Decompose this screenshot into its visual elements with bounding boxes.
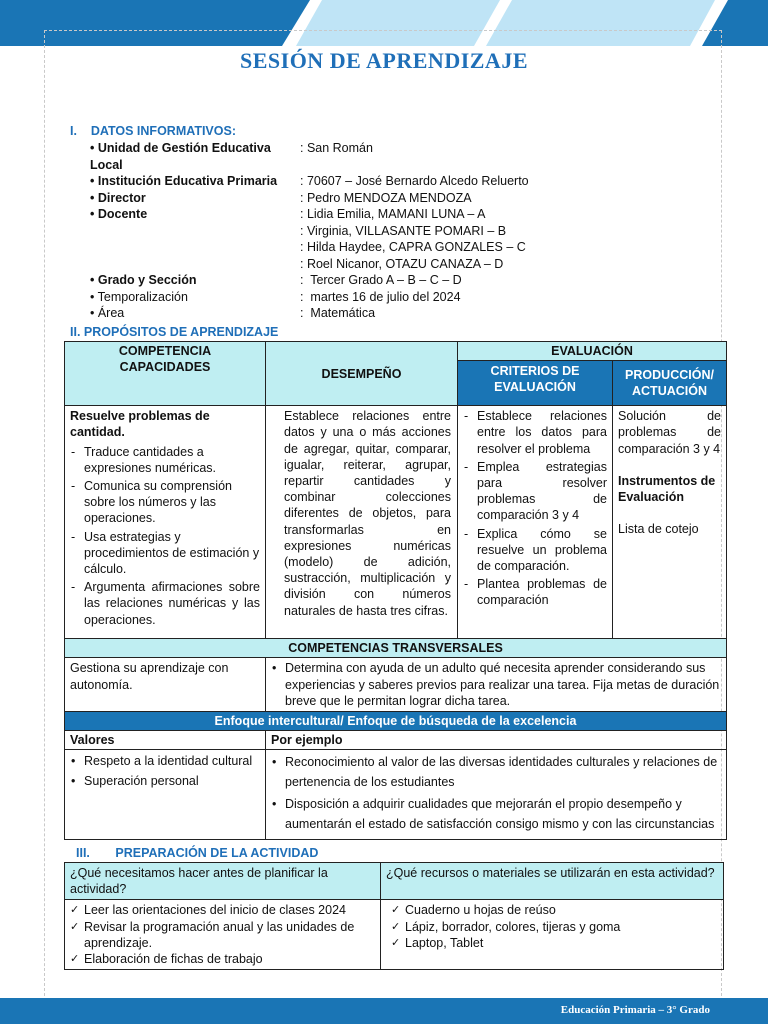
answers-2-list [391,902,718,951]
ejemplo-item: • Reconocimiento al valor de las diversas identidades culturales y relaciones de pertenencia de los estudiantes [271,753,721,792]
evaluacion-header: EVALUACIÓN [458,342,727,361]
valores-cell [65,750,266,840]
info-value: : Virginia, VILLASANTE POMARI – B [300,223,507,238]
answer-item: ✓ Revisar la programación anual y las unidades de aprendizaje. [70,919,375,951]
info-value: : 70607 – José Bernardo Alcedo Reluerto [300,174,529,188]
info-label [90,239,300,256]
info-row [90,140,650,173]
ejemplos-cell [266,750,727,840]
capacidades-label: CAPACIDADES [119,360,211,375]
capacidad-item: - Traduce cantidades a expresiones numéricas. [70,444,260,476]
transversal-desc-cell [266,658,727,712]
section-1-number: I. [70,124,77,138]
answer-item: ✓ Laptop, Tablet [391,935,718,951]
info-label: • Unidad de Gestión Educativa Local [90,141,271,172]
instrumentos-title: Instrumentos de Evaluación [618,473,716,505]
info-label [90,256,300,273]
capacidad-item: - Usa estrategias y procedimientos de estimación y cálculo. [70,529,260,578]
answers-1-cell [65,900,381,970]
transversal-list [271,660,721,709]
answers-2-cell [381,900,724,970]
criterio-item: - Plantea problemas de comparación [463,576,607,608]
transversal-competencia: Gestiona su aprendizaje con autonomía. [65,658,266,712]
footer-bar [0,998,768,1024]
info-row [90,206,650,223]
section-3-number: III. [76,846,90,860]
info-label: • Área [90,306,125,320]
info-row [90,190,650,207]
produccion-header: PRODUCCIÓN/ ACTUACIÓN [613,361,727,406]
criterio-item: - Explica cómo se resuelve un problema de comparación. [463,526,607,575]
competencia-label: COMPETENCIA [118,344,212,358]
info-value: : Lidia Emilia, MAMANI LUNA – A [300,207,486,221]
info-value: : Matemática [300,306,376,320]
capacidad-item: - Argumenta afirmaciones sobre las relaciones numéricas y las operaciones. [70,579,260,628]
criterios-list [463,408,607,608]
criterio-item: - Establece relaciones entre los datos para resolver el problema [463,408,607,457]
info-label: • Temporalización [90,289,188,304]
info-list [90,140,650,322]
info-value: : Pedro MENDOZA MENDOZA [300,190,472,205]
info-value: : Hilda Haydee, CAPRA GONZALES – C [300,240,526,254]
enfoque-header: Enfoque intercultural/ Enfoque de búsqueda de la excelencia [65,712,727,731]
valores-list [70,753,260,788]
criterios-cell [458,406,613,639]
valor-item: • Respeto a la identidad cultural [70,753,260,769]
criterios-header: CRITERIOS DE EVALUACIÓN [458,361,613,406]
info-row [90,289,650,306]
section-1-title: DATOS INFORMATIVOS: [90,124,236,138]
info-value: : Roel Nicanor, OTAZU CANAZA – D [300,256,504,271]
answer-item: ✓ Leer las orientaciones del inicio de clases 2024 [70,902,375,918]
purposes-table [64,341,727,840]
info-value: : Tercer Grado A – B – C – D [300,273,462,287]
info-label: • Director [90,190,146,205]
info-row [90,256,650,273]
preparation-table [64,862,724,970]
answer-item: ✓ Cuaderno u hojas de reúso [391,902,718,918]
info-label: • Grado y Sección [90,273,197,287]
info-row [90,223,650,240]
valor-item: • Superación personal [70,773,260,789]
ejemplo-header: Por ejemplo [266,731,727,750]
desempeno-cell: Establece relaciones entre datos y una o más acciones de agregar, quitar, comparar, igualar, reiterar, agrupar, repartir cantidades y combinar colecciones diferentes de objetos, para transformarlas en expresiones numéricas (modelo) de adición, sustracción, multiplicación y división con números naturales de hasta tres cifras. [266,406,458,639]
question-2: ¿Qué recursos o materiales se utilizarán en esta actividad? [381,863,724,900]
produccion-text: Solución de problemas de comparación 3 y 4 [618,409,721,456]
criterio-item: - Emplea estrategias para resolver problemas de comparación 3 y 4 [463,459,607,524]
answers-1-list [70,902,375,967]
instrumento-text: Lista de cotejo [618,522,699,537]
section-3-heading [76,846,318,860]
info-row [90,239,650,256]
info-value: : martes 16 de julio del 2024 [300,289,461,304]
info-row [90,305,650,322]
info-label: • Docente [90,207,148,221]
transversal-item: • Determina con ayuda de un adulto qué necesita aprender considerando sus experiencias y saberes previos para realizar una tarea. Fija metas de duración breve que le permitan lograr dicha tarea. [271,660,721,709]
competencia-text: Resuelve problemas de cantidad. [70,409,210,440]
info-row [90,272,650,289]
info-value: : San Román [300,141,373,155]
answer-item: ✓ Elaboración de fichas de trabajo [70,951,375,967]
capacidades-list [70,444,260,628]
capacidad-item: - Comunica su comprensión sobre los números y las operaciones. [70,478,260,527]
competencia-header [65,342,266,406]
ejemplo-item: • Disposición a adquirir cualidades que mejorarán el propio desempeño y aumentarán el estado de satisfacción consigo mismo y con las circunstancias [271,795,721,834]
section-1-heading [70,124,236,138]
info-label [90,223,300,240]
ejemplos-list [271,753,721,834]
answer-item: ✓ Lápiz, borrador, colores, tijeras y goma [391,919,718,935]
section-2-heading: II. PROPÓSITOS DE APRENDIZAJE [70,325,279,339]
info-row [90,173,650,190]
competencia-cell [65,406,266,639]
footer-text: Educación Primaria – 3° Grado [560,1004,710,1016]
info-label: • Institución Educativa Primaria [90,174,278,188]
transversales-header: COMPETENCIAS TRANSVERSALES [65,639,727,658]
page-title: SESIÓN DE APRENDIZAJE [239,48,528,73]
question-1: ¿Qué necesitamos hacer antes de planificar la actividad? [65,863,381,900]
desempeno-header: DESEMPEÑO [266,342,458,406]
section-3-title: PREPARACIÓN DE LA ACTIVIDAD [115,846,319,860]
valores-header: Valores [65,731,266,750]
produccion-cell [613,406,727,639]
